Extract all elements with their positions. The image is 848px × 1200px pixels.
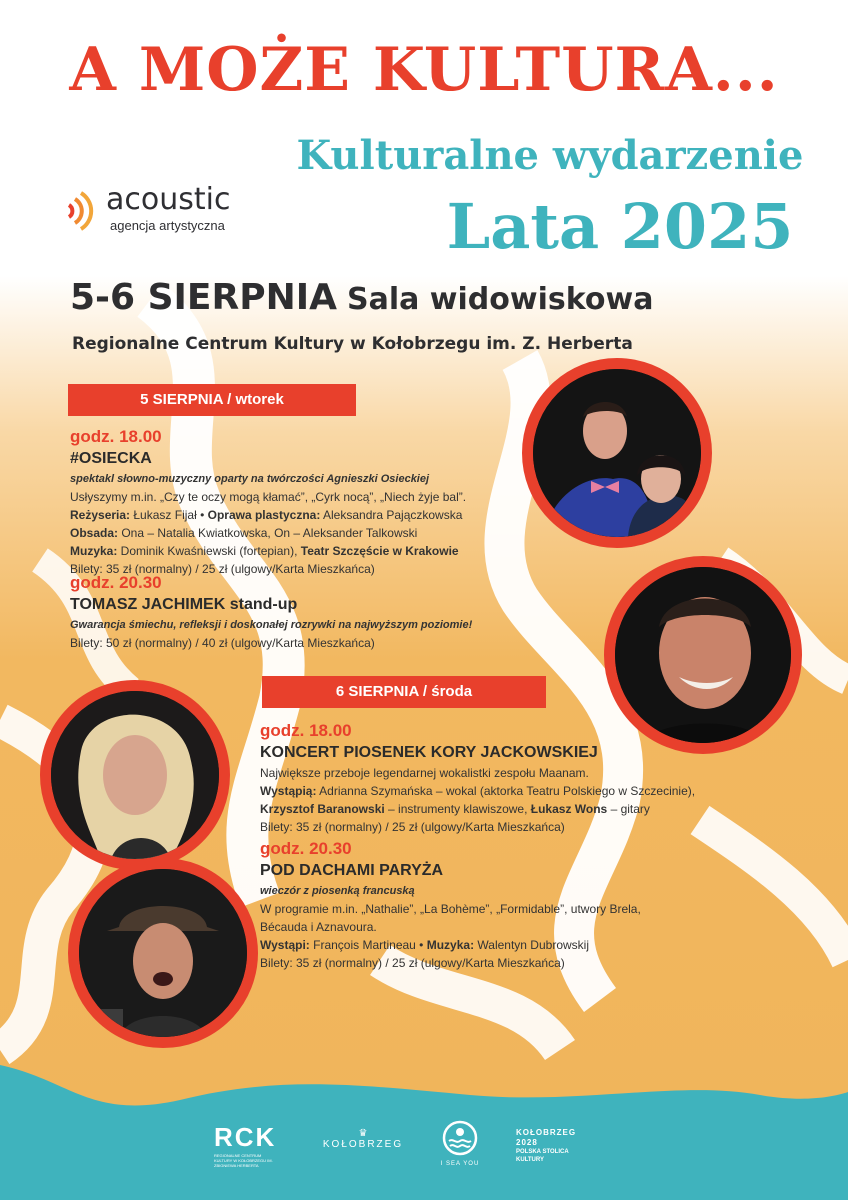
event-line: Usłyszymy m.in. „Czy te oczy mogą kłamać”, „Cyrk nocą”, „Niech żyje bal”. [70,490,467,504]
footer-logos [0,1118,848,1178]
subtitle-line-2: Lata 2025 [446,190,794,263]
crown-icon: ♛ [358,1128,368,1139]
event-time: godz. 20.30 [260,839,352,858]
photo-kora-singer [40,680,230,870]
event-line: Wystąpi: François Martineau • Muzyka: Walentyn Dubrowskij [260,938,589,952]
event-time: godz. 18.00 [70,427,162,446]
photo-francois [68,858,258,1048]
i-sea-you-logo: I SEA YOU [440,1120,480,1167]
event-tickets: Bilety: 35 zł (normalny) / 25 zł (ulgowy/Karta Mieszkańca) [70,562,375,576]
rck-logo: RCK REGIONALNE CENTRUM KULTURY W KOŁOBRZEGU IM. ZBIGNIEWA HERBERTA [214,1122,277,1168]
kolobrzeg-2028-logo: KOŁOBRZEG 2028 POLSKA STOLICA KULTURY [516,1128,577,1163]
kolobrzeg-logo: ♛ KOŁOBRZEG [318,1128,408,1150]
event-description: Gwarancja śmiechu, refleksji i doskonałej rozrywki na najwyższym poziomie! [70,619,473,631]
sound-waves-icon [64,186,104,236]
event-time: godz. 18.00 [260,721,352,740]
event-line: Muzyka: Dominik Kwaśniewski (fortepian), Teatr Szczęście w Krakowie [70,544,459,558]
event-dates [70,278,653,318]
singer-portrait-image [51,691,219,859]
event-line: Bécauda i Aznavoura. [260,920,377,934]
poster-title: A MOŻE KULTURA... [69,35,779,105]
dates-text: 5-6 SIERPNIA [70,277,337,318]
event-line: Reżyseria: Łukasz Fijał • Oprawa plastyczna: Aleksandra Pajączkowska [70,508,463,522]
event-line: Wystąpią: Adrianna Szymańska – wokal (aktorka Teatru Polskiego w Szczecinie), [260,784,696,798]
event-name: #OSIECKA [70,450,152,467]
event-description: spektakl słowno-muzyczny oparty na twórczości Agnieszki Osieckiej [70,473,430,485]
event-tickets: Bilety: 50 zł (normalny) / 40 zł (ulgowy/Karta Mieszkańca) [70,636,375,650]
event-line: Krzysztof Baranowski – instrumenty klawiszowe, Łukasz Wons – gitary [260,802,650,816]
event-name: KONCERT PIOSENEK KORY JACKOWSKIEJ [260,744,598,761]
subtitle-line-1: Kulturalne wydarzenie [296,132,804,179]
hall-text: Sala widowiskowa [346,282,654,317]
event-name: TOMASZ JACHIMEK stand-up [70,596,298,613]
day2-banner: 6 SIERPNIA / środa [262,676,546,708]
jachimek-portrait-image [615,567,791,743]
event-tickets: Bilety: 35 zł (normalny) / 25 zł (ulgowy/Karta Mieszkańca) [260,820,565,834]
event-tickets: Bilety: 35 zł (normalny) / 25 zł (ulgowy/Karta Mieszkańca) [260,956,565,970]
venue-text: Regionalne Centrum Kultury w Kołobrzegu im. Z. Herberta [72,334,633,354]
photo-osiecka-duo [522,358,712,548]
acoustic-logo [64,184,264,240]
day1-event-2 [70,572,472,652]
day1-banner: 5 SIERPNIA / wtorek [68,384,356,416]
logo-tagline: agencja artystyczna [110,218,225,233]
event-name: POD DACHAMI PARYŻA [260,862,444,879]
event-line: Największe przeboje legendarnej wokalistki zespołu Maanam. [260,766,589,780]
logo-name: acoustic [106,182,231,217]
event-line: W programie m.in. „Nathalie”, „La Bohème”, „Formidable”, utwory Brela, [260,902,641,916]
event-time: godz. 20.30 [70,573,162,592]
day2-event-1 [260,720,695,836]
duo-portrait-image [533,369,701,537]
event-line: Obsada: Ona – Natalia Kwiatkowska, On – Aleksander Talkowski [70,526,418,540]
photo-jachimek [604,556,802,754]
wave-circle-icon [442,1120,478,1156]
francois-portrait-image [79,869,247,1037]
day2-event-2 [260,838,641,972]
day1-event-1 [70,426,466,578]
event-description: wieczór z piosenką francuską [260,885,415,897]
